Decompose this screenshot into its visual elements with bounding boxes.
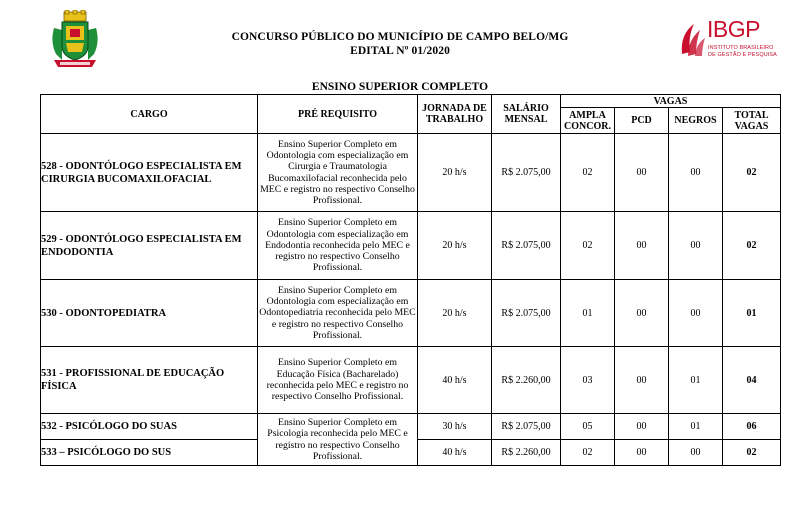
requisito-cell: Ensino Superior Completo em Psicologia reconhecida pelo MEC e registro no respectivo Conselho Profissional. (258, 414, 418, 466)
salario-cell: R$ 2.075,00 (492, 134, 561, 212)
header-jornada: JORNADA DE TRABALHO (418, 95, 492, 134)
jornada-cell: 30 h/s (418, 414, 492, 440)
pcd-cell: 00 (615, 212, 669, 280)
pcd-cell: 00 (615, 134, 669, 212)
ampla-cell: 02 (561, 212, 615, 280)
pcd-cell: 00 (615, 414, 669, 440)
ampla-cell: 01 (561, 280, 615, 347)
pcd-cell: 00 (615, 440, 669, 466)
table-row (41, 280, 781, 347)
logo-name: IBGP (707, 16, 760, 42)
cargo-cell: 528 - ODONTÓLOGO ESPECIALISTA EM CIRURGIA BUCOMAXILOFACIAL (41, 134, 258, 212)
table-row (41, 414, 781, 440)
cargo-cell: 530 - ODONTOPEDIATRA (41, 280, 258, 347)
header-negros: NEGROS (669, 108, 723, 134)
salario-cell: R$ 2.260,00 (492, 347, 561, 414)
header-cargo: CARGO (41, 95, 258, 134)
jornada-cell: 40 h/s (418, 347, 492, 414)
pcd-cell: 00 (615, 347, 669, 414)
negros-cell: 00 (669, 212, 723, 280)
ibgp-swoosh-icon (678, 20, 708, 58)
cargo-cell: 531 - PROFISSIONAL DE EDUCAÇÃO FÍSICA (41, 347, 258, 414)
header-total: TOTAL VAGAS (723, 108, 781, 134)
header-row (41, 95, 781, 108)
ampla-cell: 02 (561, 134, 615, 212)
requisito-cell: Ensino Superior Completo em Odontologia com especialização em Endodontia reconhecida pelo MEC e registro no respectivo Conselho Profissional. (258, 212, 418, 280)
header-salario: SALÁRIO MENSAL (492, 95, 561, 134)
contest-title: CONCURSO PÚBLICO DO MUNICÍPIO DE CAMPO BELO/MG (231, 31, 569, 43)
salario-cell: R$ 2.260,00 (492, 440, 561, 466)
total-cell: 02 (723, 134, 781, 212)
header-vagas: VAGAS (561, 95, 781, 108)
requisito-cell: Ensino Superior Completo em Educação Física (Bacharelado) reconhecida pelo MEC e registro no respectivo Conselho Profissional. (258, 347, 418, 414)
negros-cell: 01 (669, 347, 723, 414)
cargo-cell: 532 - PSICÓLOGO DO SUAS (41, 414, 258, 440)
negros-cell: 00 (669, 280, 723, 347)
vacancies-table (40, 94, 781, 466)
requisito-cell: Ensino Superior Completo em Odontologia com especialização em Cirurgia e Traumatologia Bucomaxilofacial reconhecida pelo MEC e registro no respectivo Conselho Profissional. (258, 134, 418, 212)
table-row (41, 212, 781, 280)
ampla-cell: 05 (561, 414, 615, 440)
cargo-cell: 533 – PSICÓLOGO DO SUS (41, 440, 258, 466)
negros-cell: 01 (669, 414, 723, 440)
ampla-cell: 02 (561, 440, 615, 466)
table-row (41, 134, 781, 212)
jornada-cell: 20 h/s (418, 134, 492, 212)
cargo-cell: 529 - ODONTÓLOGO ESPECIALISTA EM ENDODONTIA (41, 212, 258, 280)
table-row (41, 347, 781, 414)
total-cell: 02 (723, 440, 781, 466)
jornada-cell: 20 h/s (418, 280, 492, 347)
salario-cell: R$ 2.075,00 (492, 212, 561, 280)
jornada-cell: 40 h/s (418, 440, 492, 466)
total-cell: 04 (723, 347, 781, 414)
header-ampla: AMPLA CONCOR. (561, 108, 615, 134)
total-cell: 02 (723, 212, 781, 280)
salario-cell: R$ 2.075,00 (492, 280, 561, 347)
header-pcd: PCD (615, 108, 669, 134)
logo-subtitle-2: DE GESTÃO E PESQUISA (708, 52, 777, 58)
total-cell: 06 (723, 414, 781, 440)
requisito-cell: Ensino Superior Completo em Odontologia com especialização em Odontopediatria reconhecida pelo MEC e registro no respectivo Conselho Profissional. (258, 280, 418, 347)
ampla-cell: 03 (561, 347, 615, 414)
total-cell: 01 (723, 280, 781, 347)
negros-cell: 00 (669, 440, 723, 466)
header-requisito: PRÉ REQUISITO (258, 95, 418, 134)
pcd-cell: 00 (615, 280, 669, 347)
edital-number: EDITAL Nº 01/2020 (350, 45, 450, 57)
ibgp-logo (678, 16, 777, 68)
salario-cell: R$ 2.075,00 (492, 414, 561, 440)
logo-subtitle-1: INSTITUTO BRASILEIRO (708, 45, 774, 51)
negros-cell: 00 (669, 134, 723, 212)
section-title: ENSINO SUPERIOR COMPLETO (311, 81, 489, 93)
jornada-cell: 20 h/s (418, 212, 492, 280)
